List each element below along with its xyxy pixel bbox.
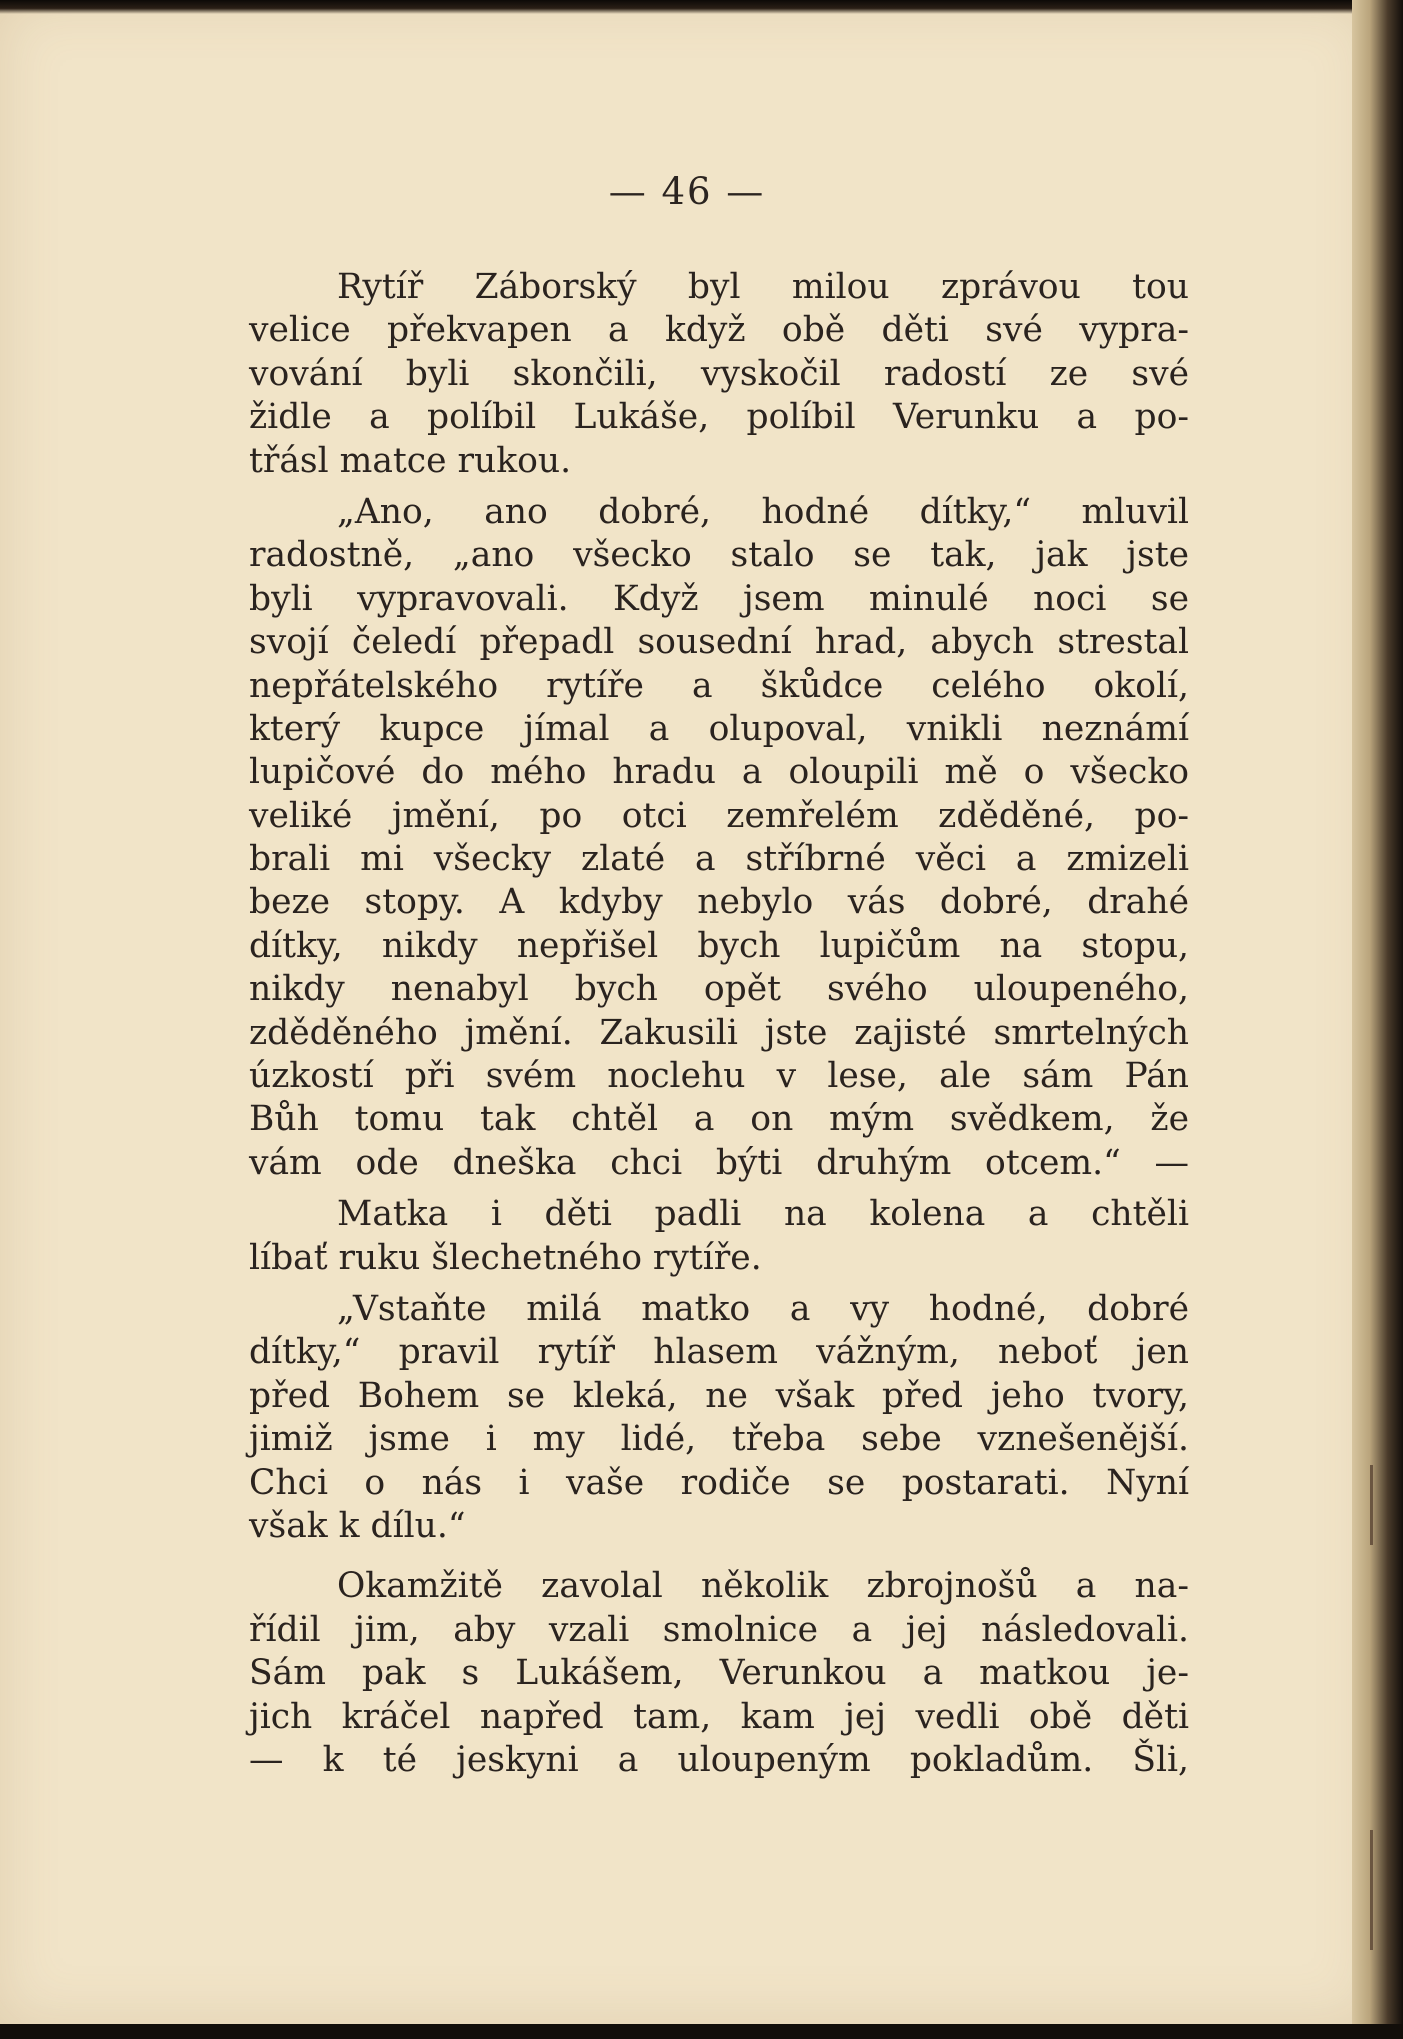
text-line: brali mi všecky zlaté a stříbrné věci a zmizeli [249, 839, 1189, 880]
text-line: radostně, „ano všecko stalo se tak, jak jste [249, 535, 1189, 576]
text-line: Bůh tomu tak chtěl a on mým svědkem, že [249, 1099, 1189, 1140]
text-line: dítky,“ pravil rytíř hlasem vážným, neboť jen [249, 1332, 1189, 1373]
text-line: před Bohem se kleká, ne však před jeho tvory, [249, 1375, 1189, 1416]
text-line: však k dílu.“ [249, 1505, 466, 1546]
text-line: nikdy nenabyl bych opět svého uloupeného, [249, 969, 1189, 1010]
text-line: nepřátelského rytíře a škůdce celého okolí, [249, 665, 1189, 706]
page-edge-mark [1370, 1830, 1373, 1950]
text-line: jimiž jsme i my lidé, třeba sebe vznešenější. [249, 1419, 1189, 1460]
page-edge-mark [1370, 1465, 1373, 1545]
text-line: líbať ruku šlechetného rytíře. [249, 1237, 762, 1278]
text-line: třásl matce rukou. [249, 440, 572, 481]
text-line: lupičové do mého hradu a oloupili mě o všecko [249, 752, 1189, 793]
text-line: „Ano, ano dobré, hodné dítky,“ mluvil [337, 491, 1189, 532]
text-line: — k té jeskyni a uloupeným pokladům. Šli, [249, 1739, 1189, 1780]
text-line: jich kráčel napřed tam, kam jej vedli obě děti [249, 1696, 1189, 1737]
text-line: Rytíř Záborský byl milou zprávou tou [337, 267, 1189, 307]
text-line: „Vstaňte milá matko a vy hodné, dobré [337, 1288, 1189, 1329]
text-line: vování byli skončili, vyskočil radostí ze své [249, 353, 1189, 394]
text-line: svojí čeledí přepadl sousední hrad, abych strestal [249, 622, 1189, 663]
text-line: Chci o nás i vaše rodiče se postarati. Nyní [249, 1462, 1189, 1503]
text-line: byli vypravovali. Když jsem minulé noci se [249, 578, 1189, 619]
text-line: úzkostí při svém noclehu v lese, ale sám Pán [249, 1056, 1189, 1097]
top-binding-shadow [0, 0, 1374, 14]
text-line: velice překvapen a když obě děti své vypra- [249, 310, 1189, 351]
page-number: — 46 — [608, 170, 766, 213]
text-line: Okamžitě zavolal několik zbrojnošů a na- [337, 1566, 1189, 1607]
text-line: židle a políbil Lukáše, políbil Verunku a po- [249, 397, 1189, 438]
text-line: Sám pak s Lukášem, Verunkou a matkou je- [249, 1653, 1189, 1694]
text-line: vám ode dneška chci býti druhým otcem.“ — [249, 1142, 1189, 1183]
text-line: zděděného jmění. Zakusili jste zajisté smrtelných [249, 1012, 1189, 1053]
book-edge-shadow [1352, 0, 1403, 2039]
bottom-edge-shadow [0, 2024, 1403, 2039]
text-line: který kupce jímal a olupoval, vnikli neznámí [249, 708, 1189, 749]
text-line: dítky, nikdy nepřišel bych lupičům na stopu, [249, 925, 1189, 966]
text-line: řídil jim, aby vzali smolnice a jej následovali. [249, 1609, 1189, 1650]
text-line: beze stopy. A kdyby nebylo vás dobré, drahé [249, 882, 1189, 923]
text-line: veliké jmění, po otci zemřelém zděděné, po- [249, 795, 1189, 836]
body-text [249, 266, 1189, 1782]
text-line: Matka i děti padli na kolena a chtěli [337, 1194, 1189, 1235]
